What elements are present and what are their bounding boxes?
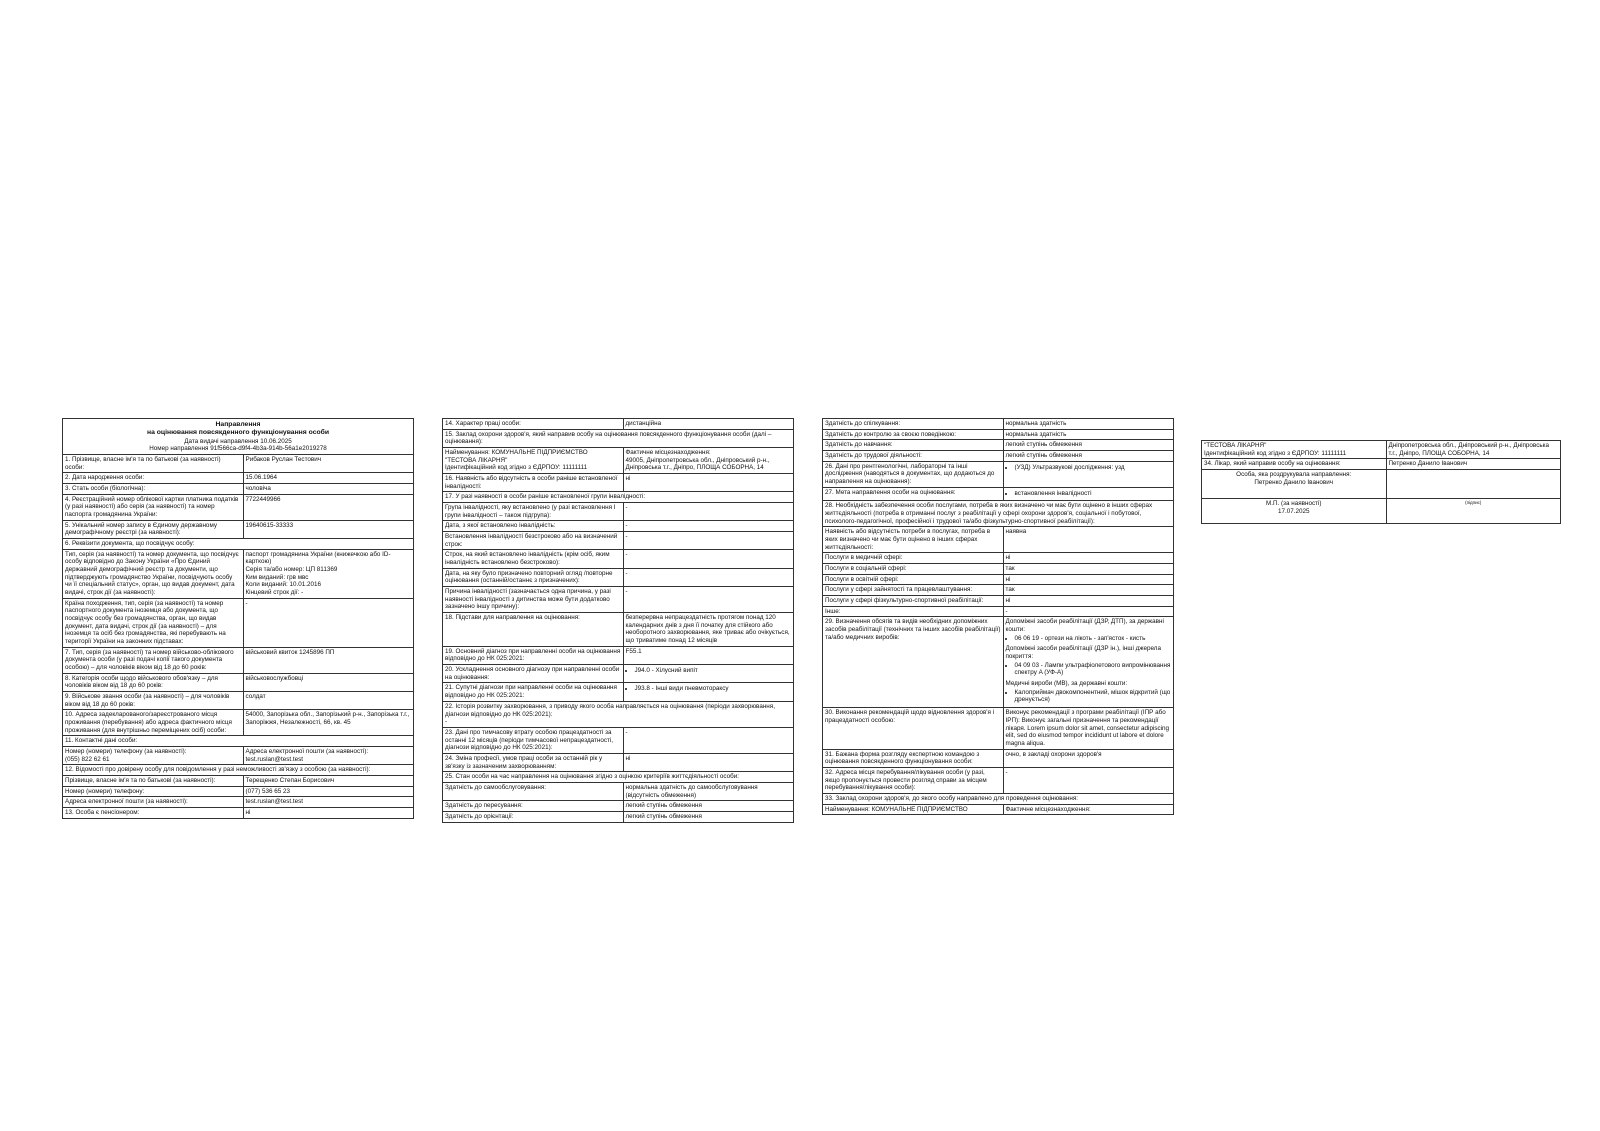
table-row: [823, 793, 1174, 804]
field-value: легкий ступінь обмеження: [1003, 440, 1174, 451]
table-row: [823, 440, 1174, 451]
field-label: Прізвище, власне ім'я та по батькові (за наявності):: [63, 776, 244, 787]
document-issuer: Ким виданий: грв мвс: [245, 573, 309, 581]
table-row: [443, 665, 794, 683]
form-table-page-1: [62, 454, 414, 819]
field-label: Строк, на який встановлено інвалідність (крім осіб, яким інвалідність встановлено безстроково):: [443, 550, 624, 568]
field-label: 31. Бажана форма розгляду експертною командою з оцінювання повсякденного функціонування особи:: [823, 749, 1004, 767]
field-label: Країна походження, тип, серія (за наявності) та номер паспортного документа іноземця або документа, що посвідчує особу без громадянства, орган, що видав документ, дата видачі, строк дії (за наявності) – для іноземця та осіб без громадянства, які перебувають на території України на законних підставах:: [63, 598, 244, 647]
field-value: -: [623, 503, 794, 521]
field-value: солдат: [243, 692, 414, 710]
table-row: [823, 553, 1174, 564]
phone-value: (055) 822 62 61: [65, 755, 110, 763]
field-label: 5. Унікальний номер запису в Єдиному державному демографічному реєстрі (за наявності):: [63, 520, 244, 538]
table-row: [443, 613, 794, 647]
table-row: [63, 598, 414, 647]
table-row: [63, 549, 414, 598]
field-value: -: [1003, 606, 1174, 617]
field-label: 3. Стать особи (біологічна):: [63, 483, 244, 494]
table-row: [443, 646, 794, 664]
table-row: [823, 708, 1174, 749]
table-row: [443, 782, 794, 800]
table-row: [823, 574, 1174, 585]
field-label: 14. Характер праці особи:: [443, 419, 624, 430]
list-item: • встановлення інвалідності: [1015, 490, 1172, 498]
address-label: Фактичне місцезнаходження:: [625, 449, 711, 457]
field-value: військовослужбовці: [243, 673, 414, 691]
issue-date: Дата видачі направлення 10.06.2025: [184, 437, 292, 445]
field-value: F55.1: [623, 646, 794, 664]
field-label: Дата, з якої встановлено інвалідність:: [443, 521, 624, 532]
field-value: [1003, 487, 1174, 501]
field-label: Тип, серія (за наявності) та номер документа, що посвідчує особу відповідно до Закону України «Про Єдиний державний демографічний реєстр та документи, що підтверджують громадянство України, посвідчують особу чи її спеціальний статус», орган, що видав документ, дата видачі, строк дії (за наявності):: [63, 549, 244, 598]
form-table-page-4: [1201, 440, 1561, 524]
field-value: наявна: [1003, 527, 1174, 553]
field-value: дистанційна: [623, 419, 794, 430]
field-label: 24. Зміна професії, умов праці особи за останній рік у зв'язку із зазначеним захворюванням:: [443, 753, 624, 771]
form-table-page-3: [822, 418, 1174, 815]
document-page-2: [442, 418, 794, 823]
section-heading: 15. Заклад охорони здоров'я, який направив особу на оцінювання повсякденного функціонування особи (далі – оцінювання):: [443, 429, 794, 447]
field-label: Послуги у сфері зайнятості та працевлаштування:: [823, 585, 1004, 596]
field-value: -: [623, 587, 794, 613]
history-label: 22. Історія розвитку захворювання, з приводу якого особа направляється на оцінювання (періоди захворювання, діагнози відповідно до НК 025:2021):: [445, 702, 775, 718]
field-label: [1202, 441, 1387, 459]
field-value: -: [1003, 767, 1174, 793]
section-heading: 6. Реквізити документа, що посвідчує особу:: [63, 538, 414, 549]
document-issue-date: Коли виданий: 10.01.2016: [245, 581, 322, 589]
table-row: [823, 451, 1174, 462]
institution-name: Найменування: КОМУНАЛЬНЕ ПІДПРИЄМСТВО "ТЕСТОВА ЛІКАРНЯ": [445, 449, 588, 464]
field-label: Здатність до пересування:: [443, 801, 624, 812]
field-label: [443, 448, 624, 474]
table-row: [63, 483, 414, 494]
stamp-caption: М.П. (за наявності): [1266, 500, 1322, 508]
form-table-page-2: [442, 418, 794, 823]
table-row: [63, 520, 414, 538]
referral-number: Номер направлення 91f566ca-d9f4-4b3a-914b-56a1e2019278: [149, 445, 327, 453]
table-row: [63, 494, 414, 520]
list-item: • Калоприймач двокомпонентний, мішок відкритий (що дренується): [1015, 689, 1172, 704]
history-value: -: [445, 718, 448, 726]
section-heading: [443, 701, 794, 727]
table-row: [823, 564, 1174, 575]
field-label: 13. Особа є пенсіонером:: [63, 808, 244, 819]
table-row: [1202, 441, 1561, 459]
printer-label: [1202, 470, 1387, 499]
table-row: [443, 503, 794, 521]
field-label: Послуги в соціальній сфері:: [823, 564, 1004, 575]
field-value: Виконує рекомендації з програми реабілітації (ІПР або ІРП): Виконує загальні призначення та рекомендації лікаря. Lorem ipsum dolor sit amet, consectetur adipiscing elit, sed do eiusmod tempor incididunt ut labore et dolore magna aliqua.: [1003, 708, 1174, 749]
field-label: 29. Визначення обсягів та видів необхідних допоміжних засобів реабілітації (технічних та інших засобів реабілітації) та/або медичних виробів:: [823, 617, 1004, 708]
table-row: [443, 429, 794, 447]
table-row: [443, 521, 794, 532]
signature-caption: (підпис): [1386, 499, 1561, 524]
table-row: [443, 492, 794, 503]
field-value: (077) 536 65 23: [243, 786, 414, 797]
field-label: 10. Адреса задекларованого/зареєстрованого місця проживання (перебування) або адреса фактичного місця проживання (для внутрішньо переміщених осіб) особи:: [63, 710, 244, 736]
field-label: 8. Категорія особи щодо військового обов'язку – для чоловіків віком від 18 до 60 років:: [63, 673, 244, 691]
table-row: [443, 701, 794, 727]
field-label: Причина інвалідності (зазначається одна причина, у разі наявності інвалідності з дитинства може бути додатково зазначено іншу причину):: [443, 587, 624, 613]
table-row: [443, 568, 794, 586]
document-page-4: [1201, 418, 1561, 524]
field-value: легкий ступінь обмеження: [1003, 451, 1174, 462]
table-row: [63, 538, 414, 549]
field-label: 21. Супутні діагнози при направленні особи на оцінювання відповідно до НК 025:2021:: [443, 683, 624, 701]
field-label: [63, 747, 244, 765]
aid-group-heading: Допоміжні засоби реабілітації (ДЗР ін.), інші джерела покриття:: [1005, 645, 1161, 661]
table-row: [823, 527, 1174, 553]
field-label: 30. Виконання рекомендацій щодо відновлення здоров'я і працездатності особою:: [823, 708, 1004, 749]
field-label: 26. Дані про рентгенологічні, лабораторні та інші дослідження (наводяться в документах, що додаються до направлення на оцінювання):: [823, 461, 1004, 487]
section-heading: 25. Стан особи на час направлення на оцінювання згідно з оцінкою критеріїв життєдіяльності особи:: [443, 772, 794, 783]
table-row: [823, 429, 1174, 440]
field-value: test.ruslan@test.test: [243, 797, 414, 808]
aid-group-heading: Медичні вироби (МВ), за державні кошти:: [1005, 680, 1128, 688]
list-item: • J93.8 - Інші види пневмотораксу: [635, 685, 792, 693]
field-value: -: [623, 568, 794, 586]
field-label: Здатність до навчання:: [823, 440, 1004, 451]
field-label: Адреса електронної пошти (за наявності):: [63, 797, 244, 808]
table-row: [63, 710, 414, 736]
table-row: [443, 419, 794, 430]
field-value: [1003, 461, 1174, 487]
field-value: [623, 665, 794, 683]
section-heading: 12. Відомості про довірену особу для повідомлення у разі неможливості зв'язку з особою (за наявності):: [63, 765, 414, 776]
field-value: Терещенко Степан Борисович: [243, 776, 414, 787]
field-value: [623, 448, 794, 474]
table-row: [443, 811, 794, 822]
document-page-3: [822, 418, 1174, 815]
field-value: [243, 747, 414, 765]
field-label: Наявність або відсутність потреби в послугах, потреба в яких визначено чи має бути оцінено в інших сферах життєдіяльності:: [823, 527, 1004, 553]
print-date: 17.07.2025: [1277, 507, 1310, 515]
field-value: Фактичне місцезнаходження:: [1003, 804, 1174, 815]
field-label: Послуги у сфері фізкультурно-спортивної реабілітації:: [823, 596, 1004, 607]
field-label: Послуги в освітній сфері:: [823, 574, 1004, 585]
printer-signature: [1386, 470, 1561, 499]
table-row: [443, 683, 794, 701]
field-value: [243, 549, 414, 598]
aid-group-heading: Допоміжні засоби реабілітації (ДЗР, ДТП), за державні кошти:: [1005, 618, 1164, 634]
field-value: Дніпропетровська обл., Дніпровський р-н., Дніпровська т.г., Дніпро, ПЛОЩА СОБОРНА, 14: [1386, 441, 1561, 459]
field-label: Інше:: [823, 606, 1004, 617]
list-item: • (УЗД) Ультразвукові дослідження: узд: [1015, 464, 1172, 472]
field-value: -: [623, 727, 794, 753]
table-row: [823, 585, 1174, 596]
field-label: 34. Лікар, який направив особу на оцінювання:: [1202, 459, 1387, 470]
field-label: 19. Основний діагноз при направленні особи на оцінювання відповідно до НК 025:2021:: [443, 646, 624, 664]
table-row: [443, 753, 794, 771]
field-label: Послуги в медичній сфері:: [823, 553, 1004, 564]
table-row: [823, 767, 1174, 793]
field-value: військовий квиток 1245896 ПП: [243, 647, 414, 673]
field-label: Встановлення інвалідності безстроково або на визначений строк:: [443, 532, 624, 550]
table-row: [443, 772, 794, 783]
table-row: [443, 532, 794, 550]
field-value: нормальна здатність: [1003, 429, 1174, 440]
field-value: -: [243, 598, 414, 647]
field-label: Група інвалідності, яку встановлено (у разі встановлення I групи інвалідності – також підгрупа):: [443, 503, 624, 521]
table-row: [443, 474, 794, 492]
table-row: [443, 587, 794, 613]
document-type: паспорт громадянина України (книжечкою або ID-карткою): [245, 550, 391, 566]
table-row: [823, 419, 1174, 430]
field-value: 7722449966: [243, 494, 414, 520]
table-row: [63, 673, 414, 691]
field-value: нормальна здатність: [1003, 419, 1174, 430]
field-value: ні: [1003, 596, 1174, 607]
table-row: [63, 808, 414, 819]
table-row: [63, 647, 414, 673]
stamp-label: [1202, 499, 1387, 524]
field-label: 16. Наявність або відсутність в особи раніше встановленої інвалідності:: [443, 474, 624, 492]
table-row: [1202, 459, 1561, 470]
table-row: [63, 786, 414, 797]
field-value: 15.06.1964: [243, 473, 414, 484]
field-value: [1003, 617, 1174, 708]
field-value: так: [1003, 564, 1174, 575]
document-title: Направлення: [215, 421, 261, 428]
field-label: Здатність до орієнтації:: [443, 811, 624, 822]
field-value: ні: [1003, 574, 1174, 585]
table-row: [63, 776, 414, 787]
institution-name: "ТЕСТОВА ЛІКАРНЯ": [1204, 442, 1267, 449]
table-row: [1202, 470, 1561, 499]
field-value: -: [623, 521, 794, 532]
field-label: 18. Підстави для направлення на оцінювання:: [443, 613, 624, 647]
printer-name: Петренко Данило Іванович: [1254, 478, 1334, 486]
section-heading: 17. У разі наявності в особи раніше встановленої групи інвалідності:: [443, 492, 794, 503]
table-row: [443, 801, 794, 812]
field-value: чоловіча: [243, 483, 414, 494]
field-value: легкий ступінь обмеження: [623, 801, 794, 812]
field-value: очно, в закладі охорони здоров'я: [1003, 749, 1174, 767]
field-label: Здатність до трудової діяльності:: [823, 451, 1004, 462]
table-row: [63, 797, 414, 808]
table-row: [823, 596, 1174, 607]
field-label: 9. Військове звання особи (за наявності) – для чоловіків віком від 18 до 60 років:: [63, 692, 244, 710]
list-item: • J94.0 - Хілусний випіт: [635, 667, 792, 675]
section-heading: 28. Необхідність забезпечення особи послугами, потреба в яких визначено чи має бути оцінено в інших сферах життєдіяльності (потреба в отриманні послуг з реабілітації у сфері охорони здоров'я, соціальної і побутової, психолого-педагогічної, професійної і трудової та/або фізкультурно-спортивної реабілітації):: [823, 501, 1174, 527]
table-row: [63, 747, 414, 765]
table-row: [823, 749, 1174, 767]
table-row: [443, 448, 794, 474]
field-label: 23. Дані про тимчасову втрату особою працездатності за останні 12 місяців (періоди тимчасової непрацездатності, діагнози відповідно до НК 025:2021):: [443, 727, 624, 753]
table-row: [1202, 499, 1561, 524]
email-label: Адреса електронної пошти (за наявності):: [245, 748, 369, 756]
table-row: [823, 617, 1174, 708]
field-value: Петренко Данило Іванович: [1386, 459, 1561, 470]
field-label: 27. Мета направлення особи на оцінювання:: [823, 487, 1004, 501]
table-row: [63, 473, 414, 484]
field-value: легкий ступінь обмеження: [623, 811, 794, 822]
field-label: 2. Дата народження особи:: [63, 473, 244, 484]
document-expiry: Кінцевий строк дії: -: [245, 588, 304, 596]
table-row: [63, 692, 414, 710]
field-label: Здатність до самообслуговування:: [443, 782, 624, 800]
table-row: [823, 606, 1174, 617]
table-row: [443, 550, 794, 568]
document-subtitle: на оцінювання повсякденного функціонування особи: [146, 429, 330, 437]
field-label: Здатність до спілкування:: [823, 419, 1004, 430]
field-value: [623, 683, 794, 701]
field-value: безперервна непрацездатність протягом понад 120 календарних днів з дня її початку для стійкого або необоротного захворювання, яке триває або очікується, що триватиме понад 12 місяців: [623, 613, 794, 647]
institution-code: Ідентифікаційний код згідно з ЄДРПОУ: 11111111: [1204, 449, 1347, 457]
field-label: Найменування: КОМУНАЛЬНЕ ПІДПРИЄМСТВО: [823, 804, 1004, 815]
institution-code: Ідентифікаційний код згідно з ЄДРПОУ: 11111111: [445, 464, 588, 472]
field-value: так: [1003, 585, 1174, 596]
field-value: 54000, Запорізька обл., Запорізький р-н., Запорізька т.г., Запоріжжя, Незалежності, 66, кв. 45: [243, 710, 414, 736]
address-value: 49005, Дніпропетровська обл., Дніпровський р-н., Дніпровська т.г., Дніпро, ПЛОЩА СОБОРНА, 14: [625, 456, 770, 472]
field-value: ні: [623, 753, 794, 771]
list-item: • 04 09 03 - Лампи ультрафіолетового випромінювання спектру A (УФ-А): [1015, 662, 1172, 677]
section-heading: 33. Заклад охорони здоров'я, до якого особу направлено для проведення оцінювання:: [823, 793, 1174, 804]
field-value: -: [623, 550, 794, 568]
document-series: Серія та/або номер: ЦП 811369: [245, 565, 338, 573]
table-row: [823, 461, 1174, 487]
section-heading: 11. Контактні дані особи:: [63, 736, 414, 747]
table-row: [443, 727, 794, 753]
field-label: Дата, на яку було призначено повторний огляд /повторне оцінювання (останній/останнє з призначених):: [443, 568, 624, 586]
phone-label: Номер (номери) телефону (за наявності):: [65, 748, 187, 756]
printer-caption: Особа, яка роздрукувала направлення:: [1236, 471, 1352, 479]
field-label: Номер (номери) телефону:: [63, 786, 244, 797]
email-value: test.ruslan@test.test: [245, 755, 303, 763]
table-row: [823, 804, 1174, 815]
table-row: [63, 454, 414, 472]
table-row: [63, 765, 414, 776]
field-value: ні: [1003, 553, 1174, 564]
field-value: -: [623, 532, 794, 550]
field-value: Рибаков Руслан Тестович: [243, 454, 414, 472]
table-row: [823, 487, 1174, 501]
document-page-1: [62, 418, 414, 819]
field-value: ні: [623, 474, 794, 492]
document-header: [62, 418, 414, 454]
field-value: ні: [243, 808, 414, 819]
field-value: нормальна здатність до самообслуговування (відсутність обмеження): [623, 782, 794, 800]
field-label: 4. Реєстраційний номер облікової картки платника податків (у разі наявності) або серія (за наявності) та номер паспорта громадянина України:: [63, 494, 244, 520]
table-row: [823, 501, 1174, 527]
field-value: 19640615-33333: [243, 520, 414, 538]
table-row: [63, 736, 414, 747]
list-item: • 06 06 19 - ортези на лікоть - зап'ясток - кисть: [1015, 635, 1172, 643]
field-label: 1. Прізвище, власне ім'я та по батькові (за наявності) особи:: [63, 454, 244, 472]
field-label: 7. Тип, серія (за наявності) та номер військово-облікового документа особи (у разі подачі копії такого документа особою) – для чоловіків віком від 18 до 60 років:: [63, 647, 244, 673]
field-label: Здатність до контролю за своєю поведінкою:: [823, 429, 1004, 440]
field-label: 32. Адреса місця перебування/лікування особи (у разі, якщо пропонується провести розгляд справи за місцем перебування/лікування особи):: [823, 767, 1004, 793]
field-label: 20. Ускладнення основного діагнозу при направленні особи на оцінювання:: [443, 665, 624, 683]
